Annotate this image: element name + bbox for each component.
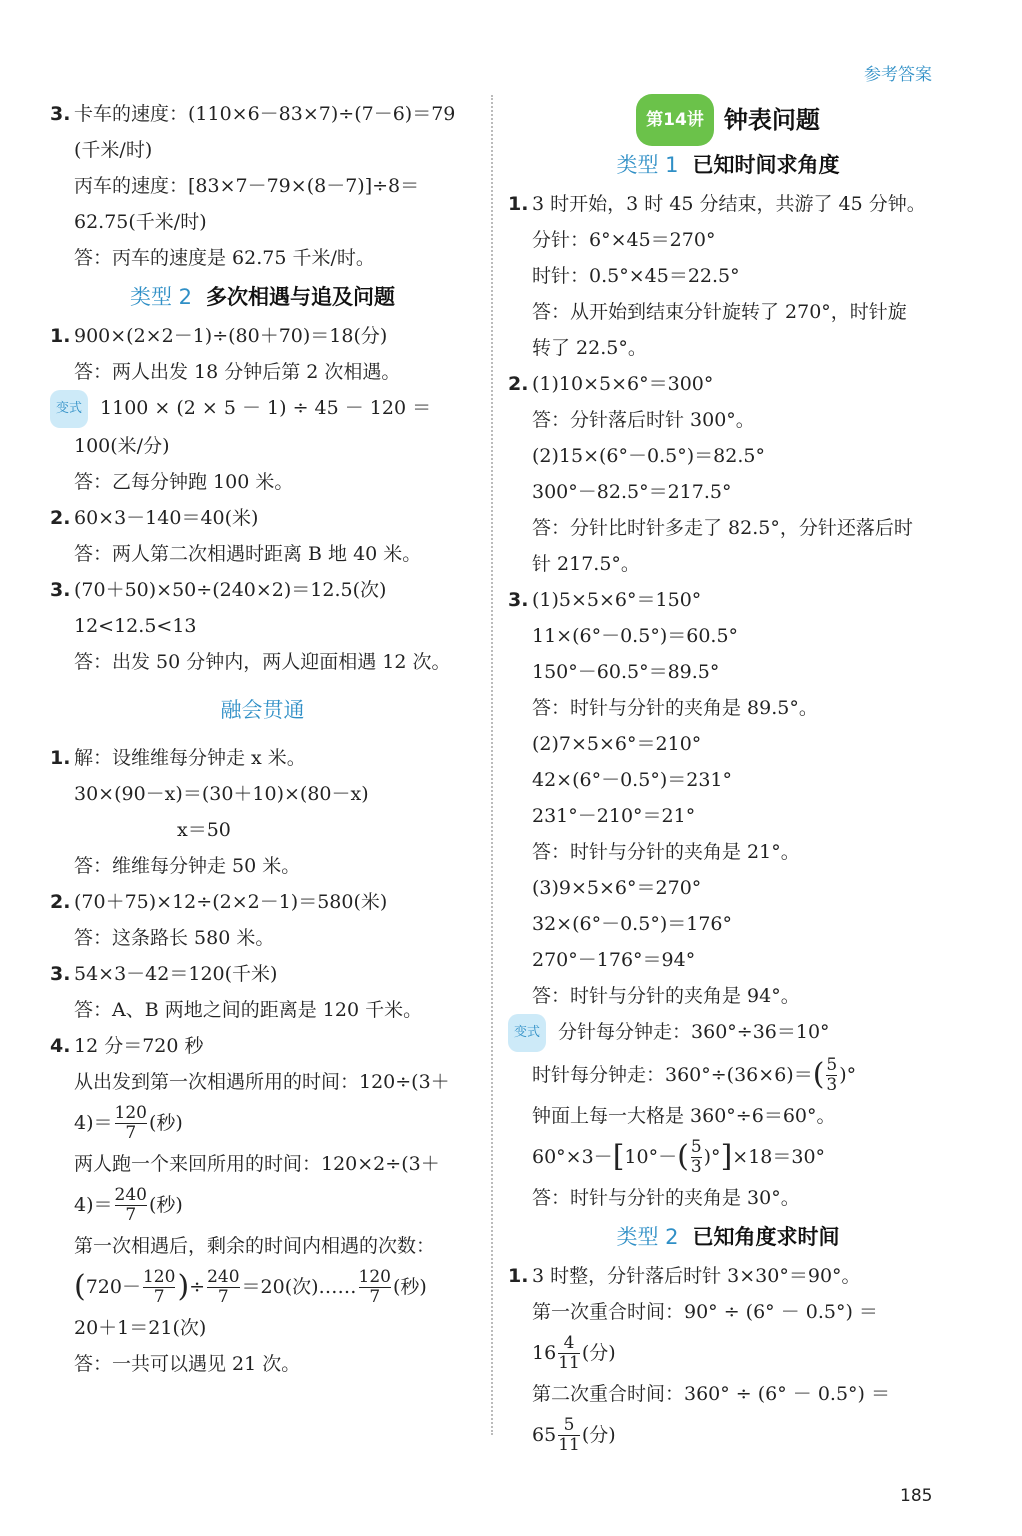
fraction: $\frac{120}{7}$ <box>142 1266 176 1307</box>
answer-line: 2. (70＋75)×12÷(2×2－1)＝580(米) <box>50 891 388 913</box>
answer-line: 答：从开始到结束分针旋转了 270°，时针旋 <box>532 301 907 323</box>
section-heading: 类型 2 多次相遇与追及问题 <box>129 285 396 309</box>
answer-line: 答：时针与分针的夹角是 94°。 <box>532 985 800 1007</box>
answer-line: 答：出发 50 分钟内，两人迎面相遇 12 次。 <box>74 651 451 673</box>
answer-line: 3. 54×3－42＝120(千米) <box>50 963 278 985</box>
answer-line: 两人跑一个来回所用的时间：120×2÷(3＋ <box>74 1153 440 1175</box>
answer-line: 30×(90－x)＝(30＋10)×(80－x) <box>74 783 369 805</box>
answer-line: 变式 分针每分钟走：360°÷36＝10° <box>508 1014 948 1052</box>
answer-line: 1. 解：设维维每分钟走 x 米。 <box>50 747 306 769</box>
fraction: $\frac{5}{11}$ <box>558 1414 580 1455</box>
answer-line: 4)＝ $\frac{240}{7}$ (秒) <box>74 1184 183 1225</box>
fraction: $\frac{120}{7}$ <box>358 1266 391 1307</box>
answer-line: 答：时针与分针的夹角是 89.5°。 <box>532 697 818 719</box>
answer-line: 针 217.5°。 <box>532 553 640 575</box>
answer-line: 42×(6°－0.5°)＝231° <box>532 769 732 791</box>
answer-line: 4)＝ $\frac{120}{7}$ (秒) <box>74 1102 183 1143</box>
answer-line: 1. 3 时开始，3 时 45 分结束，共游了 45 分钟。 <box>508 193 926 215</box>
answer-line: 答：时针与分针的夹角是 21°。 <box>532 841 800 863</box>
answer-line: 答：丙车的速度是 62.75 千米/时。 <box>74 247 375 269</box>
answer-line: 4. 12 分＝720 秒 <box>50 1035 204 1057</box>
answer-line: 丙车的速度：[83×7－79×(8－7)]÷8＝ <box>74 175 420 197</box>
answer-line: 答：一共可以遇见 21 次。 <box>74 1353 301 1375</box>
answer-line: 答：这条路长 580 米。 <box>74 927 275 949</box>
answer-line: 答：分针落后时针 300°。 <box>532 409 755 431</box>
fraction: $\frac{5}{3}$ <box>690 1136 702 1177</box>
answer-line: 答：分针比时针多走了 82.5°，分针还落后时 <box>532 517 913 539</box>
answer-line: 第二次重合时间：360° ÷ (6° － 0.5°) ＝ <box>532 1383 891 1405</box>
section-tag: 参考答案 <box>864 65 932 85</box>
answer-line: (2)15×(6°－0.5°)＝82.5° <box>532 445 765 467</box>
answer-line: x＝50 <box>177 819 231 841</box>
answer-line: 答：乙每分钟跑 100 米。 <box>74 471 294 493</box>
answer-line: 第一次重合时间：90° ÷ (6° － 0.5°) ＝ <box>532 1301 878 1323</box>
answer-line: 答：A、B 两地之间的距离是 120 千米。 <box>74 999 423 1021</box>
right-column <box>508 96 948 1458</box>
answer-line: 1. 3 时整，分针落后时针 3×30°＝90°。 <box>508 1265 861 1287</box>
answer-line: 从出发到第一次相遇所用的时间：120÷(3＋ <box>74 1071 450 1093</box>
answer-line: (3)9×5×6°＝270° <box>532 877 702 899</box>
answer-line: 答：两人出发 18 分钟后第 2 次相遇。 <box>74 361 401 383</box>
answer-line: (千米/时) <box>74 139 153 161</box>
answer-line: 答：维维每分钟走 50 米。 <box>74 855 301 877</box>
answer-line: 231°－210°＝21° <box>532 805 696 827</box>
section-heading: 类型 2 已知角度求时间 <box>616 1225 840 1249</box>
answer-line: 第一次相遇后，剩余的时间内相遇的次数： <box>74 1235 436 1257</box>
answer-line: 答：时针与分针的夹角是 30°。 <box>532 1187 800 1209</box>
answer-line: 20＋1＝21(次) <box>74 1317 207 1339</box>
column-divider <box>491 95 493 1435</box>
answer-line: 变式 1100 × (2 × 5 － 1) ÷ 45 － 120 ＝ <box>50 390 475 428</box>
answer-line: 答：两人第二次相遇时距离 B 地 40 米。 <box>74 543 422 565</box>
chapter-heading <box>508 96 948 144</box>
answer-line: 时针：0.5°×45＝22.5° <box>532 265 740 287</box>
answer-line: 16 $\frac{4}{11}$ (分) <box>532 1332 616 1373</box>
chapter-badge: 第14讲 <box>636 94 714 146</box>
answer-line: 3. 卡车的速度：(110×6－83×7)÷(7－6)＝79 <box>50 103 456 125</box>
answer-line: 分针：6°×45＝270° <box>532 229 716 251</box>
fraction: $\frac{240}{7}$ <box>207 1266 240 1307</box>
fraction: $\frac{4}{11}$ <box>558 1332 580 1373</box>
fraction: $\frac{120}{7}$ <box>114 1102 147 1143</box>
answer-line: ( 720－ $\frac{120}{7}$ ) ÷ $\frac{240}{7}$ ＝20(次)…… $\frac{120}{7}$ (秒) <box>74 1266 427 1307</box>
variant-badge: 变式 <box>50 390 88 428</box>
page-number: 185 <box>900 1486 933 1506</box>
answer-line: 100(米/分) <box>74 435 170 457</box>
answer-line: 转了 22.5°。 <box>532 337 647 359</box>
chapter-title: 钟表问题 <box>723 106 820 134</box>
answer-line: 3. (1)5×5×6°＝150° <box>508 589 702 611</box>
left-column <box>50 96 475 1382</box>
answer-line: 2. (1)10×5×6°＝300° <box>508 373 714 395</box>
answer-line: 12<12.5<13 <box>74 615 197 637</box>
section-heading: 融会贯通 <box>220 698 305 722</box>
answer-line: 62.75(千米/时) <box>74 211 207 233</box>
fraction: $\frac{240}{7}$ <box>114 1184 147 1225</box>
variant-badge: 变式 <box>508 1014 546 1052</box>
answer-line: 65 $\frac{5}{11}$ (分) <box>532 1414 616 1455</box>
answer-line: 3. (70＋50)×50÷(240×2)＝12.5(次) <box>50 579 387 601</box>
answer-line: 时针每分钟走：360°÷(36×6)＝ ( $\frac{5}{3}$ )° <box>532 1054 857 1095</box>
answer-line: 32×(6°－0.5°)＝176° <box>532 913 732 935</box>
answer-line: (2)7×5×6°＝210° <box>532 733 702 755</box>
fraction: $\frac{5}{3}$ <box>826 1054 838 1095</box>
answer-line: 2. 60×3－140＝40(米) <box>50 507 259 529</box>
answer-line: 钟面上每一大格是 360°÷6＝60°。 <box>532 1105 836 1127</box>
answer-line: 11×(6°－0.5°)＝60.5° <box>532 625 739 647</box>
answer-line: 150°－60.5°＝89.5° <box>532 661 720 683</box>
answer-line: 60°×3－ [ 10°－ ( $\frac{5}{3}$ )° ] ×18＝30° <box>532 1136 826 1177</box>
answer-line: 1. 900×(2×2－1)÷(80＋70)＝18(分) <box>50 325 388 347</box>
answer-line: 270°－176°＝94° <box>532 949 696 971</box>
answer-line: 300°－82.5°＝217.5° <box>532 481 732 503</box>
section-heading: 类型 1 已知时间求角度 <box>616 153 840 177</box>
